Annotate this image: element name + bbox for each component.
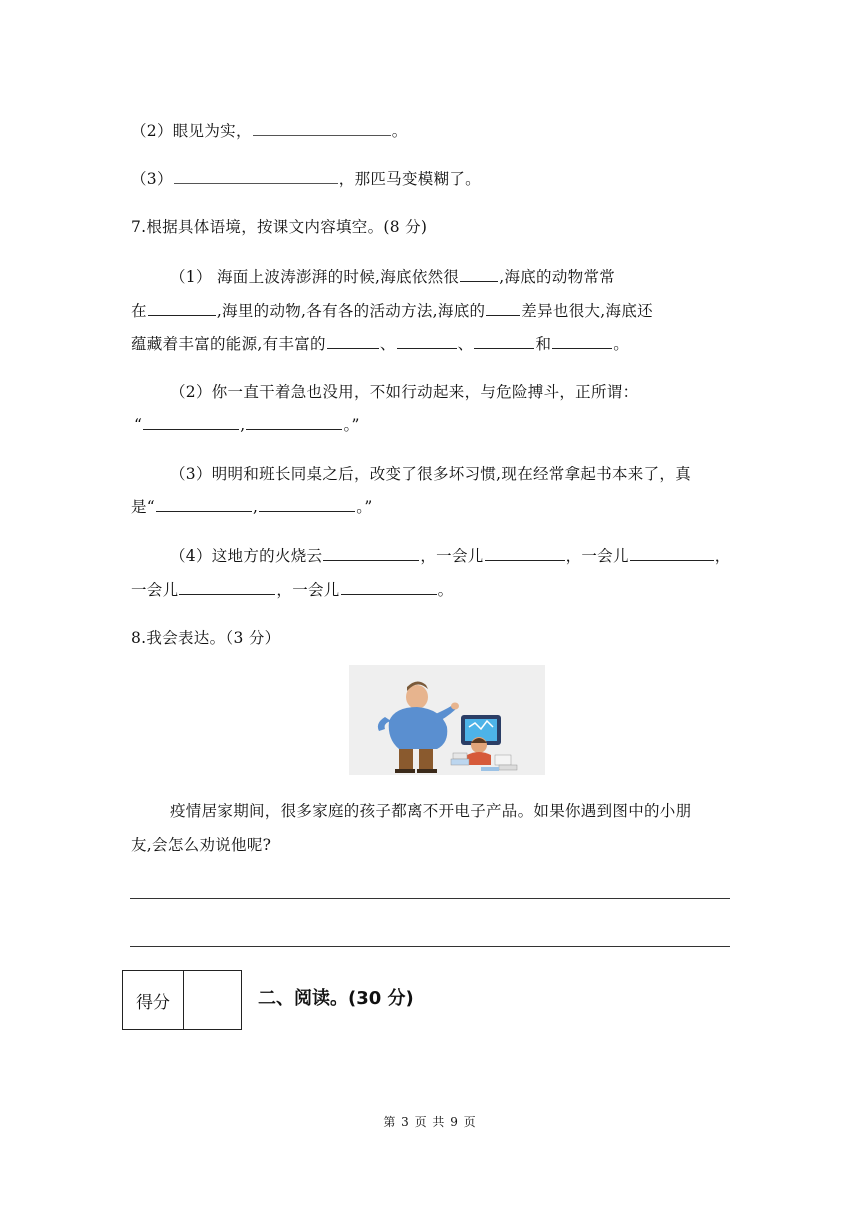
answer-blank[interactable] <box>485 559 565 561</box>
q8-title: 8.我会表达。（3 分） <box>131 629 281 647</box>
q6-item-2: （2）眼见为实， 。 <box>131 122 408 140</box>
answer-blank[interactable] <box>552 347 612 349</box>
score-field[interactable] <box>184 971 241 1029</box>
q7-p2-line1: （2）你一直干着急也没用，不如行动起来，与危险搏斗，正所谓： <box>170 383 639 401</box>
answer-blank[interactable] <box>341 593 437 595</box>
answer-blank[interactable] <box>253 134 391 136</box>
q8-prompt-line1: 疫情居家期间，很多家庭的孩子都离不开电子产品。如果你遇到图中的小朋 <box>170 802 692 820</box>
answer-blank[interactable] <box>460 280 498 282</box>
answer-blank[interactable] <box>156 510 252 512</box>
score-box <box>122 970 242 1030</box>
q7-p1-line2: 在 ,海里的动物,各有各的活动方法,海底的 差异也很大,海底还 <box>131 302 653 320</box>
q7-p4-line1: （4）这地方的火烧云 ，一会儿 ，一会儿 ， <box>170 547 731 565</box>
q7-title: 7.根据具体语境，按课文内容填空。(8 分) <box>131 218 428 236</box>
answer-blank[interactable] <box>179 593 275 595</box>
answer-blank[interactable] <box>397 347 457 349</box>
answer-blank[interactable] <box>174 182 338 184</box>
q6-item-3: （3） ，那匹马变模糊了。 <box>131 170 481 188</box>
q7-p4-line2: 一会儿 ，一会儿 。 <box>131 581 454 599</box>
score-label: 得分 <box>123 971 184 1029</box>
answer-blank[interactable] <box>474 347 534 349</box>
answer-blank[interactable] <box>323 559 419 561</box>
answer-blank[interactable] <box>259 510 355 512</box>
answer-line[interactable] <box>130 946 730 947</box>
section-title: 二、阅读。(30 分) <box>258 988 414 1009</box>
q7-p1-line3: 蕴藏着丰富的能源,有丰富的 、 、 和 。 <box>131 335 630 353</box>
answer-blank[interactable] <box>148 314 216 316</box>
q7-p1-line1: （1） 海面上波涛澎湃的时候,海底依然很 ,海底的动物常常 <box>170 268 616 286</box>
q7-p3-line2: 是“ , 。” <box>131 498 373 516</box>
q8-prompt-line2: 友,会怎么劝说他呢? <box>131 836 272 854</box>
q7-p3-line1: （3）明明和班长同桌之后，改变了很多坏习惯,现在经常拿起书本来了，真 <box>170 465 691 483</box>
page-footer: 第 3 页 共 9 页 <box>383 1115 477 1129</box>
answer-blank[interactable] <box>327 347 379 349</box>
answer-blank[interactable] <box>630 559 714 561</box>
cartoon-illustration <box>349 665 545 775</box>
answer-blank[interactable] <box>246 428 342 430</box>
answer-blank[interactable] <box>143 428 239 430</box>
answer-line[interactable] <box>130 898 730 899</box>
answer-blank[interactable] <box>486 314 520 316</box>
illustration-parent-child-computer <box>349 665 545 775</box>
q7-p2-line2: “ , 。” <box>134 416 360 434</box>
